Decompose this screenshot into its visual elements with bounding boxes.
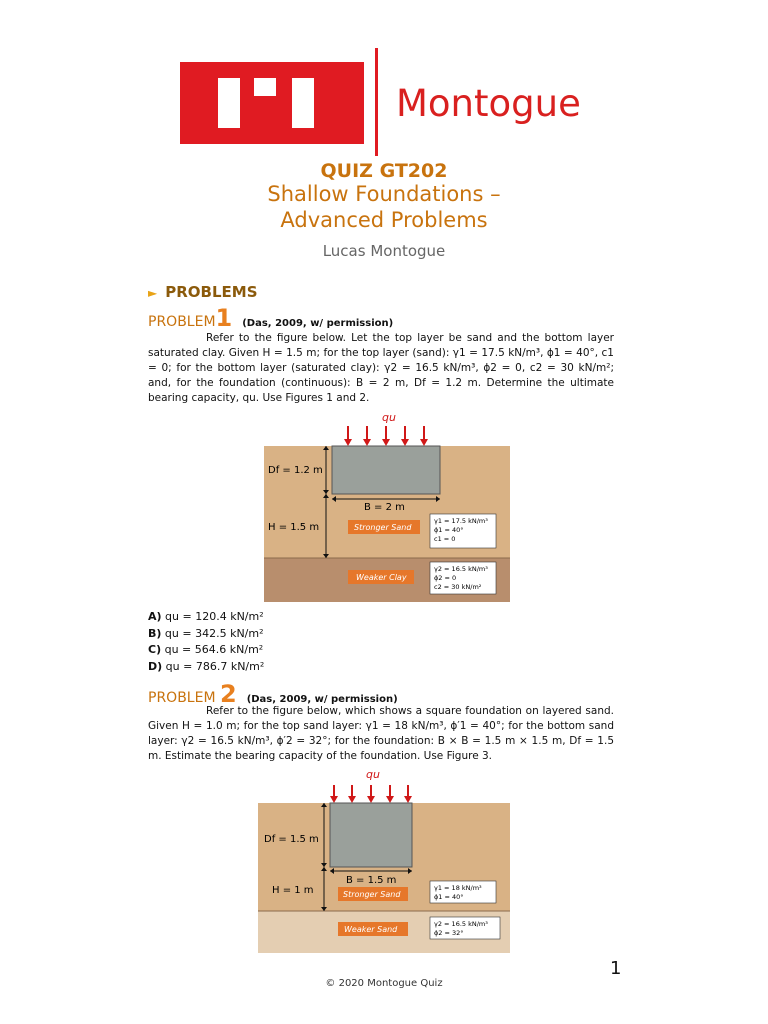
figure1-depth: Df = 1.2 m [268, 465, 323, 476]
figure2-top-prop-1: γ1 = 18 kN/m³ [434, 884, 482, 892]
problem1-label: PROBLEM [148, 314, 216, 330]
figure1-width: B = 2 m [364, 502, 405, 513]
figure2-load-label: qu [366, 768, 380, 781]
footer-copyright: © 2020 Montogue Quiz [325, 978, 443, 989]
load-arrows [330, 785, 412, 803]
problem1-answers [148, 609, 264, 675]
figure1-load-label: qu [382, 411, 396, 424]
figure2-top-layer: Stronger Sand [343, 890, 401, 899]
figure1-top-layer: Stronger Sand [354, 523, 412, 532]
answer-b[interactable]: B) qu = 342.5 kN/m² [148, 626, 264, 640]
quiz-title-line2: Advanced Problems [280, 208, 488, 232]
figure2-top-prop-2: ϕ1 = 40° [434, 893, 464, 901]
answer-d[interactable]: D) qu = 786.7 kN/m² [148, 659, 265, 673]
problem2-text [148, 704, 614, 764]
triangle-bullet-icon: ► [148, 286, 158, 300]
section-title: PROBLEMS [165, 283, 258, 301]
figure2-height: H = 1 m [272, 885, 314, 896]
problem1-heading [148, 304, 393, 332]
answer-c[interactable]: C) qu = 564.6 kN/m² [148, 643, 264, 656]
problem1-citation: (Das, 2009, w/ permission) [242, 318, 394, 329]
figure1-bottom-prop-2: ϕ2 = 0 [434, 574, 457, 582]
figure1-top-prop-1: γ1 = 17.5 kN/m³ [434, 517, 488, 525]
figure1-height: H = 1.5 m [268, 522, 320, 533]
figure2-bottom-prop-1: γ2 = 16.5 kN/m³ [434, 920, 488, 928]
problem2-label: PROBLEM [148, 690, 216, 706]
figure2-bottom-prop-2: ϕ2 = 32° [434, 929, 464, 937]
author: Lucas Montogue [322, 242, 446, 260]
logo-glyph-icon [180, 62, 364, 144]
section-heading [148, 283, 258, 301]
problem2-number: 2 [219, 680, 237, 708]
footing [330, 803, 412, 867]
load-arrows [344, 426, 428, 446]
figure1-bottom-prop-3: c2 = 30 kN/m² [434, 583, 482, 591]
logo-divider [375, 48, 378, 156]
problem1-text [148, 331, 614, 406]
figure2-depth: Df = 1.5 m [264, 834, 319, 845]
quiz-code: QUIZ GT202 [320, 160, 448, 182]
figure1-top-prop-3: c1 = 0 [434, 535, 456, 543]
page-number: 1 [610, 958, 622, 979]
figure1-bottom-layer: Weaker Clay [356, 573, 407, 582]
problem1-figure [264, 406, 510, 602]
answer-a[interactable]: A) qu = 120.4 kN/m² [148, 610, 264, 623]
problem2-citation: (Das, 2009, w/ permission) [246, 694, 398, 705]
figure1-top-prop-2: ϕ1 = 40° [434, 526, 464, 534]
logo-mark [180, 62, 364, 144]
problem2-figure [258, 765, 510, 953]
problem1-statement: Refer to the figure below. Let the top layer be sand and the bottom layer saturated clay. Given H = 1.5 m; for the top layer (sand): γ1 = 17.5 kN/m³, ϕ1 = 40°, c1 = 0; for the bottom layer (saturated clay): γ2 = 16.5 kN/m³, ϕ2 = 0, c2 = 30 kN/m²; and, for the foundation (continuous): B = 2 m, Df = 1.2 m. Determine the ultimate bearing capacity, qu. Use Figures 1 and 2. [148, 332, 614, 404]
problem2-statement: Refer to the figure below, which shows a square foundation on layered sand. Given H = 1.0 m; for the top sand layer: γ1 = 18 kN/m³, ϕ′1 = 40°; for the bottom sand layer: γ2 = 16.5 kN/m³, ϕ′2 = 32°; for the foundation: B × B = 1.5 m × 1.5 m, Df = 1.5 m. Estimate the bearing capacity of the foundation. Use Figure 3. [148, 705, 614, 762]
quiz-title-line1: Shallow Foundations – [267, 182, 501, 206]
brand-name: Montogue [396, 82, 581, 125]
figure2-bottom-layer: Weaker Sand [344, 925, 398, 934]
problem1-number: 1 [215, 304, 233, 332]
figure2-width: B = 1.5 m [346, 875, 397, 886]
footing [332, 446, 440, 494]
figure1-bottom-prop-1: γ2 = 16.5 kN/m³ [434, 565, 488, 573]
